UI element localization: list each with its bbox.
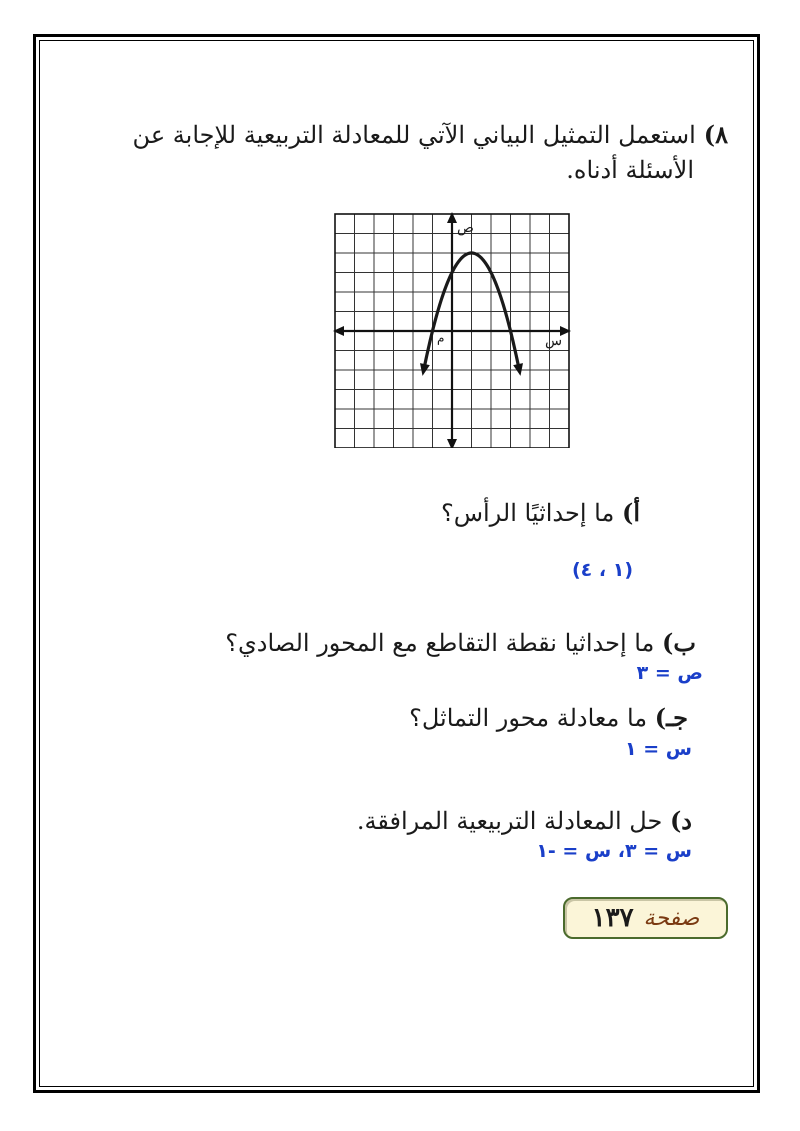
part-b-letter: ب) (662, 628, 696, 657)
part-c-text: ما معادلة محور التماثل؟ (409, 704, 648, 732)
question-number: ٨) (703, 120, 728, 149)
part-b-answer: ص = ٣ (636, 662, 703, 684)
part-d-text: حل المعادلة التربيعية المرافقة. (356, 807, 663, 835)
part-b-text: ما إحداثيا نقطة التقاطع مع المحور الصادي؟ (225, 629, 655, 657)
part-b (225, 626, 696, 660)
part-a-text: ما إحداثيًا الرأس؟ (440, 499, 615, 527)
part-a-answer: (١ ، ٤) (571, 559, 633, 581)
y-axis-label: ص (457, 220, 474, 236)
question-text-1: استعمل التمثيل البياني الآتي للمعادلة التربيعية للإجابة عن (132, 121, 696, 149)
part-d-answer: س = ٣، س = -١ (536, 840, 692, 862)
part-d-letter: د) (669, 806, 692, 835)
part-c-letter: جـ) (654, 703, 688, 732)
part-a-letter: أ) (621, 498, 640, 527)
page-word: صفحة (643, 905, 700, 931)
parabola-graph (333, 212, 573, 448)
x-axis-label: س (545, 333, 563, 349)
page-number: ١٣٧ (591, 903, 634, 933)
part-a (441, 496, 640, 530)
part-c (409, 701, 688, 735)
question-text-2: الأسئلة أدناه. (566, 156, 694, 184)
question-line-1 (133, 118, 728, 152)
question-line-2 (566, 153, 694, 187)
part-c-answer: س = ١ (625, 738, 692, 760)
part-d (357, 804, 692, 838)
origin-label: م (437, 331, 445, 345)
page-reference-box (563, 897, 728, 939)
graph-axes (333, 212, 571, 448)
